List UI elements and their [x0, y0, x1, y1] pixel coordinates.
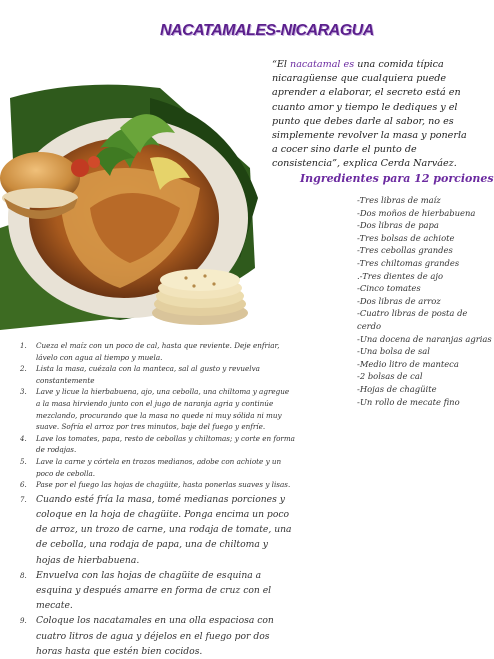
step-item [20, 492, 295, 568]
step-number: 5. [20, 457, 27, 466]
ingredient-item: -Tres chiltomas grandes [357, 257, 460, 268]
step-item [20, 386, 295, 432]
step-text: Coloque los nacatamales en una olla espaciosa con cuatro litros de agua y déjelos en el fuego por dos horas hasta que estén bien cocidos. [36, 615, 274, 657]
step-text: Lista la masa, cuézala con la manteca, sal al gusto y revuelva constantemente [36, 364, 260, 385]
step-text: Lave los tomates, papa, resto de cebollas y chiltomas; y corte en forma de rodajas. [36, 433, 295, 455]
nacatamal-photo [0, 58, 262, 330]
ingredient-item: -2 bolsas de cal [357, 371, 423, 382]
quote-highlight: nacatamal es [290, 59, 355, 70]
step-number: 9. [20, 617, 27, 626]
intro-quote [272, 58, 472, 172]
ingredient-item: -Una docena de naranjas agrias [357, 333, 492, 344]
ingredients-heading: Ingredientes para 12 porciones [300, 172, 494, 185]
step-number: 7. [20, 495, 27, 504]
step-number: 2. [20, 365, 27, 374]
ingredient-item: .-Tres dientes de ajo [357, 270, 443, 281]
ingredients-list [357, 194, 494, 408]
ingredient-item: -Un rollo de mecate fino [357, 396, 460, 407]
step-item [20, 433, 295, 456]
ingredient-item: -Cuatro libras de posta de cerdo [357, 308, 468, 331]
steps-list [20, 340, 295, 659]
step-number: 3. [20, 388, 27, 397]
step-number: 8. [20, 571, 27, 580]
ingredient-item: -Una bolsa de sal [357, 346, 430, 357]
step-text: Lave y licue la hierbabuena, ajo, una cebolla, una chiltoma y agregue a la masa hirviendo junto con el jugo de naranja agria y continúe mezclando, procurando que la masa no quede ni muy sólida ni muy suave. Sofría el arroz por tres minutos, baje del fuego y enfríe. [36, 387, 290, 432]
step-text: Lave la carne y córtela en trozos medianos, adobe con achiote y un poco de cebolla. [36, 456, 282, 478]
step-number: 1. [20, 342, 27, 350]
step-item [20, 613, 295, 659]
ingredient-item: -Medio litro de manteca [357, 358, 459, 369]
ingredient-item: -Tres bolsas de achiote [357, 232, 455, 243]
ingredient-item: -Tres cebollas grandes [357, 245, 453, 256]
step-text: Cueza el maíz con un poco de cal, hasta que reviente. Deje enfriar, lávelo con agua al tiempo y muela. [36, 341, 280, 362]
step-item [20, 363, 295, 386]
quote-text: una comida típica nicaragüense que cualquiera puede aprender a elaborar, el secreto está en cuanto amor y tiempo le dediques y el punto que debes darle al sabor, no es simplemente revolver la masa y ponerla a cocer sino darle el punto de consistencia”, explica Cerda Narváez. [272, 59, 467, 170]
step-number: 6. [20, 481, 27, 490]
step-item [20, 340, 295, 363]
step-text: Pase por el fuego las hojas de chagüite, hasta ponerlas suaves y lisas. [36, 480, 291, 490]
step-item [20, 456, 295, 479]
ingredient-item: -Tres libras de maíz [357, 195, 441, 205]
ingredient-item: -Hojas de chagüite [357, 383, 437, 394]
step-text: Envuelva con las hojas de chagüite de esquina a esquina y después amarre en forma de cruz con el mecate. [36, 569, 272, 612]
page-title: NACATAMALES-NICARAGUA [160, 22, 374, 39]
step-text: Cuando esté fría la masa, tomé medianas porciones y coloque en la hoja de chagüite. Ponga encima un poco de arroz, un trozo de carne, una rodaja de tomate, una de cebolla, una rodaja de papa, una de chiltoma y hojas de hierbabuena. [36, 493, 292, 566]
ingredient-item: -Dos libras de papa [357, 220, 439, 231]
ingredient-item: -Dos libras de arroz [357, 295, 441, 306]
ingredient-item: -Dos moños de hierbabuena [357, 207, 476, 218]
ingredient-item: -Cinco tomates [357, 283, 421, 294]
quote-opening: “El [272, 59, 291, 70]
step-item [20, 479, 295, 492]
step-item [20, 568, 295, 614]
step-number: 4. [20, 434, 27, 443]
